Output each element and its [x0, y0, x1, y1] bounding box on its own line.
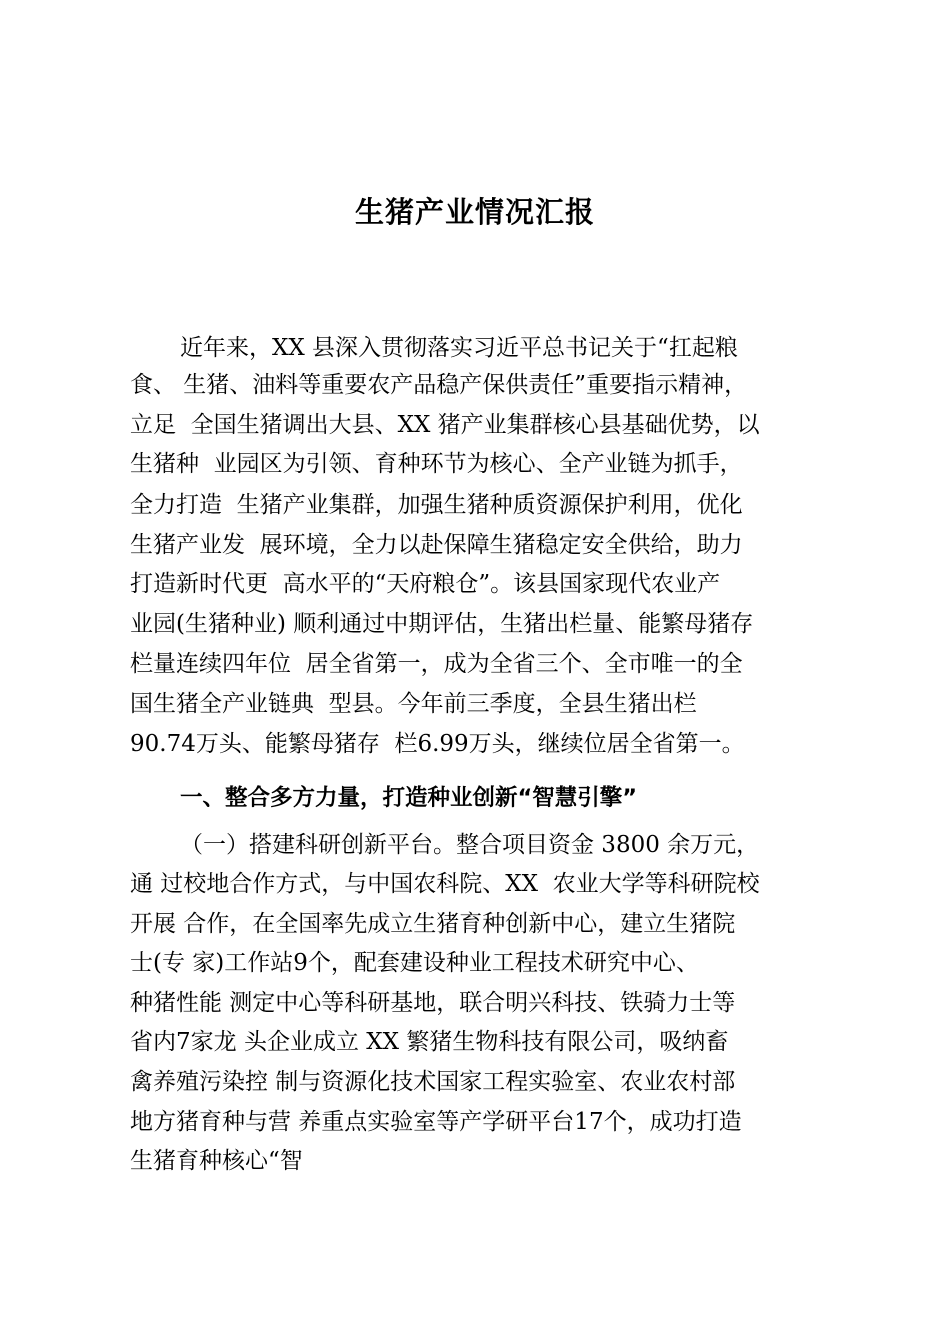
text-line: 全力打造 生猪产业集群，加强生猪种质资源保护利用，优化 — [130, 492, 743, 518]
text-line: 国生猪全产业链典 型县。今年前三季度，全县生猪出栏 — [130, 691, 697, 717]
text-line: （一）搭建科研创新平台。整合项目资金 3800 余万元， — [180, 832, 760, 858]
text-line: 士(专 家)工作站9个，配套建设种业工程技术研究中心、 — [130, 950, 699, 976]
text-line: 生猪种 业园区为引领、育种环节为核心、全产业链为抓手， — [130, 451, 743, 477]
text-line: 生猪育种核心“智 — [130, 1148, 303, 1174]
text-line: 地方猪育种与营 养重点实验室等产学研平台17个，成功打造 — [130, 1109, 742, 1135]
text-line: 种猪性能 测定中心等科研基地，联合明兴科技、铁骑力士等 — [130, 990, 736, 1016]
text-line: 开展 合作，在全国率先成立生猪育种创新中心，建立生猪院 — [130, 911, 736, 937]
text-line: 生猪产业发 展环境，全力以赴保障生猪稳定安全供给，助力 — [130, 532, 743, 558]
text-line: 近年来，XX 县深入贯彻落实习近平总书记关于“扛起粮 — [180, 335, 738, 361]
text-line: 打造新时代更 高水平的“天府粮仓”。该县国家现代农业产 — [130, 571, 721, 597]
section-heading: 一、整合多方力量，打造种业创新“智慧引擎” — [180, 785, 638, 811]
text-line: 栏量连续四年位 居全省第一，成为全省三个、全市唯一的全 — [130, 651, 743, 677]
text-line: 禽养殖污染控 制与资源化技术国家工程实验室、农业农村部 — [130, 1069, 736, 1095]
text-line: 立足 全国生猪调出大县、XX 猪产业集群核心县基础优势，以 — [130, 412, 760, 438]
text-line: 业园(生猪种业) 顺利通过中期评估，生猪出栏量、能繁母猪存 — [130, 611, 754, 637]
text-line: 90.74万头、能繁母猪存 栏6.99万头，继续位居全省第一。 — [130, 731, 745, 757]
page-title: 生猪产业情况汇报 — [354, 195, 595, 229]
text-line: 省内7家龙 头企业成立 XX 繁猪生物科技有限公司，吸纳畜 — [130, 1029, 729, 1055]
text-line: 食、 生猪、油料等重要农产品稳产保供责任”重要指示精神， — [130, 372, 748, 398]
text-line: 通 过校地合作方式，与中国农科院、XX 农业大学等科研院校 — [130, 871, 760, 897]
